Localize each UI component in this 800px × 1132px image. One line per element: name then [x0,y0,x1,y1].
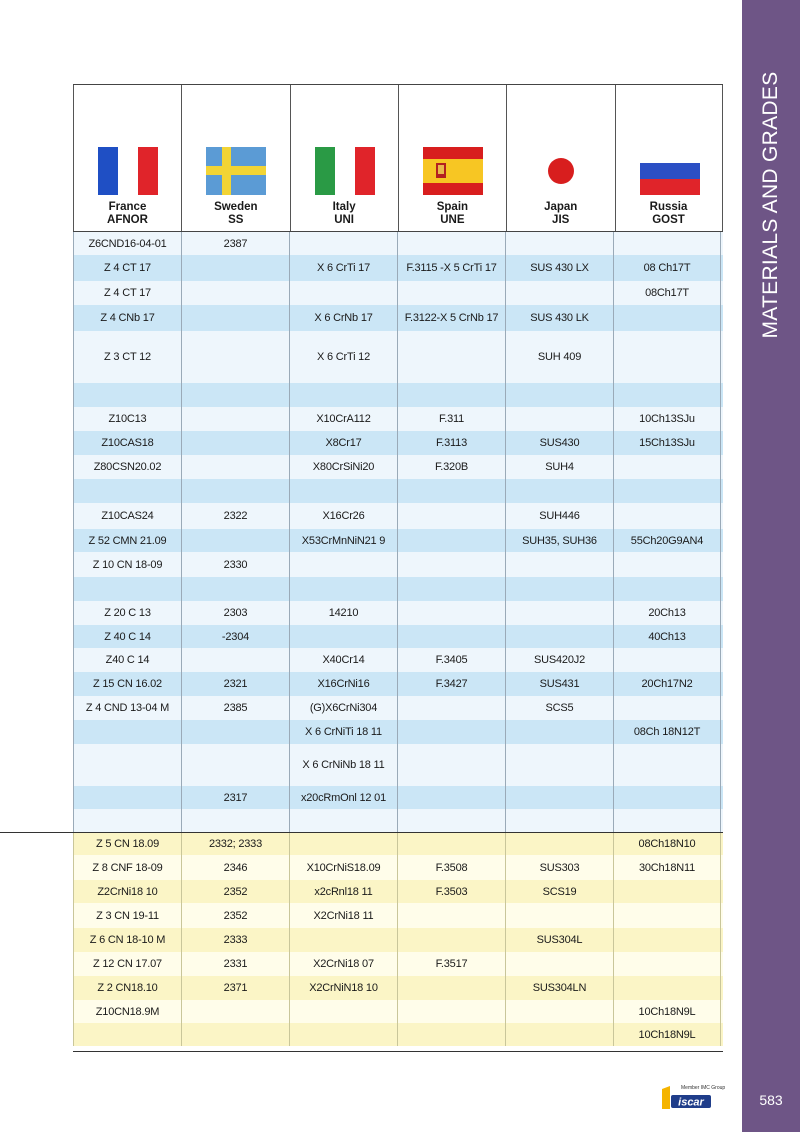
cell-uni [289,232,397,255]
cell-ss: 2332; 2333 [181,832,289,855]
cell-afnor: Z 4 CT 17 [73,281,181,305]
cell-une [397,281,505,305]
table-row [73,648,723,672]
cell-gost [613,305,721,331]
cell-jis [505,383,613,407]
cell-jis [505,601,613,625]
cell-uni: X2CrNi18 07 [289,952,397,976]
cell-une [397,696,505,720]
cell-ss: 2317 [181,786,289,809]
cell-une [397,1000,505,1023]
cell-ss [181,383,289,407]
cell-une [397,577,505,601]
cell-ss: 2331 [181,952,289,976]
table-row [73,577,723,601]
cell-ss: 2387 [181,232,289,255]
flag-japan-icon [531,147,591,195]
cell-gost: 20Ch17N2 [613,672,721,696]
table-row [73,832,723,855]
logo-tagline: Member IMC Group [681,1085,726,1091]
cell-jis [505,1000,613,1023]
standard-name: AFNOR [107,214,148,226]
cell-gost [613,786,721,809]
cell-une [397,383,505,407]
cell-jis: SCS19 [505,880,613,903]
cell-gost: 08 Ch17T [613,255,721,281]
table-row [73,625,723,648]
header-col-spain [398,85,506,231]
cell-jis: SUS 430 LK [505,305,613,331]
cell-gost [613,648,721,672]
cell-gost [613,696,721,720]
cell-jis: SUS430 [505,431,613,455]
cell-afnor: Z 4 CNb 17 [73,305,181,331]
country-name: Sweden [214,201,258,213]
cell-afnor: Z 3 CT 12 [73,331,181,383]
cell-jis [505,952,613,976]
country-name: Spain [436,201,469,213]
cell-gost [613,928,721,952]
cell-jis: SUH4 [505,455,613,479]
cell-afnor: Z10CN18.9M [73,1000,181,1023]
cell-uni: X 6 CrTi 17 [289,255,397,281]
country-name: Japan [544,201,578,213]
cell-une [397,1023,505,1046]
cell-une: F.3122-X 5 CrNb 17 [397,305,505,331]
cell-afnor: Z10CAS24 [73,503,181,529]
cell-gost [613,952,721,976]
cell-gost [613,503,721,529]
cell-afnor: Z 10 CN 18-09 [73,552,181,577]
country-name: Russia [649,201,688,213]
table-row [73,331,723,383]
cell-jis: SUH 409 [505,331,613,383]
cell-afnor [73,1023,181,1046]
table-row [73,305,723,331]
flag-russia-icon [640,147,700,195]
cell-jis: SUS304LN [505,976,613,1000]
cell-jis [505,232,613,255]
cell-ss: 2371 [181,976,289,1000]
cell-uni [289,577,397,601]
cell-une [397,479,505,503]
cell-uni: X8Cr17 [289,431,397,455]
cell-une: F.3427 [397,672,505,696]
cell-une [397,232,505,255]
table-row [73,479,723,503]
cell-uni: X2CrNiN18 10 [289,976,397,1000]
section-divider [0,832,723,833]
cell-une: F.3115 -X 5 CrTi 17 [397,255,505,281]
cell-ss [181,455,289,479]
table-row [73,552,723,577]
cell-afnor [73,383,181,407]
cell-gost [613,232,721,255]
cell-une [397,601,505,625]
cell-jis: SUS 430 LX [505,255,613,281]
cell-jis [505,809,613,832]
cell-uni [289,281,397,305]
cell-afnor: Z10CAS18 [73,431,181,455]
cell-uni: X10CrA112 [289,407,397,431]
cell-afnor: Z 5 CN 18.09 [73,832,181,855]
cell-une [397,903,505,928]
cell-uni: X10CrNiS18.09 [289,855,397,880]
country-name: Italy [332,201,356,213]
cell-jis [505,625,613,648]
table-row [73,880,723,903]
cell-une [397,625,505,648]
table-row [73,255,723,281]
cell-jis [505,1023,613,1046]
cell-gost [613,552,721,577]
standard-name: GOST [652,214,685,226]
cell-afnor [73,786,181,809]
cell-une [397,529,505,552]
cell-afnor: Z 52 CMN 21.09 [73,529,181,552]
cell-afnor: Z 6 CN 18-10 M [73,928,181,952]
cell-uni [289,479,397,503]
table-row [73,431,723,455]
cell-afnor: Z6CND16-04-01 [73,232,181,255]
cell-afnor: Z 12 CN 17.07 [73,952,181,976]
cell-afnor: Z2CrNi18 10 [73,880,181,903]
cell-afnor: Z40 C 14 [73,648,181,672]
cell-jis: SUH446 [505,503,613,529]
cell-ss: 2346 [181,855,289,880]
cell-gost: 40Ch13 [613,625,721,648]
cell-afnor [73,744,181,786]
table-header [73,84,723,232]
cell-ss: 2330 [181,552,289,577]
logo-wordmark: iscar [678,1096,704,1109]
cell-jis: SUS304L [505,928,613,952]
header-label [399,201,506,227]
table-row [73,1000,723,1023]
cell-jis: SUS431 [505,672,613,696]
cell-ss [181,281,289,305]
standard-name: UNI [334,214,354,226]
table-row [73,744,723,786]
header-col-russia [615,85,723,231]
cell-uni: X 6 CrNiNb 18 11 [289,744,397,786]
cell-jis [505,552,613,577]
cell-ss [181,744,289,786]
cell-uni [289,1023,397,1046]
cell-ss [181,331,289,383]
cell-uni: X2CrNi18 11 [289,903,397,928]
cell-gost: 08Ch17T [613,281,721,305]
table-row [73,601,723,625]
table-row [73,455,723,479]
header-label [182,201,289,227]
cell-ss [181,305,289,331]
cell-jis [505,786,613,809]
cell-uni: 14210 [289,601,397,625]
cell-afnor [73,720,181,744]
table-row [73,809,723,832]
cell-gost: 10Ch13SJu [613,407,721,431]
cell-afnor: Z 3 CN 19-11 [73,903,181,928]
cell-afnor: Z 40 C 14 [73,625,181,648]
table-row [73,529,723,552]
cell-uni [289,832,397,855]
cell-jis [505,281,613,305]
table-row [73,855,723,880]
cell-afnor: Z 20 C 13 [73,601,181,625]
cell-une [397,928,505,952]
cell-afnor: Z80CSN20.02 [73,455,181,479]
cell-gost [613,455,721,479]
cell-gost [613,976,721,1000]
cell-jis [505,720,613,744]
cell-jis: SCS5 [505,696,613,720]
cell-afnor: Z 8 CNF 18-09 [73,855,181,880]
cell-une: F.3508 [397,855,505,880]
cell-une: F.3517 [397,952,505,976]
cell-jis [505,744,613,786]
table-row [73,696,723,720]
flag-italy-icon [315,147,375,195]
table-row [73,952,723,976]
cell-une [397,720,505,744]
cell-jis [505,407,613,431]
cell-ss: 2303 [181,601,289,625]
cell-ss [181,431,289,455]
cell-gost [613,577,721,601]
cell-jis [505,479,613,503]
table-row [73,232,723,255]
cell-gost: 10Ch18N9L [613,1023,721,1046]
cell-ss [181,479,289,503]
header-label [616,201,722,227]
cell-afnor: Z 4 CT 17 [73,255,181,281]
table-bottom-rule [73,1051,723,1052]
cell-gost [613,903,721,928]
cell-uni [289,625,397,648]
cell-afnor: Z 15 CN 16.02 [73,672,181,696]
cell-uni: X80CrSiNi20 [289,455,397,479]
table-row [73,976,723,1000]
table-row [73,903,723,928]
header-label [74,201,181,227]
table-row [73,672,723,696]
cell-gost [613,744,721,786]
cell-jis: SUS303 [505,855,613,880]
cell-jis [505,903,613,928]
table-row [73,407,723,431]
cell-gost [613,479,721,503]
standard-name: JIS [552,214,570,226]
cell-une [397,976,505,1000]
cell-jis [505,577,613,601]
cell-uni: X16Cr26 [289,503,397,529]
cell-ss [181,577,289,601]
header-col-sweden [181,85,289,231]
cell-ss [181,809,289,832]
flag-sweden-icon [206,147,266,195]
cell-uni: x2cRnl18 11 [289,880,397,903]
cell-uni [289,809,397,832]
cell-uni: x20cRmOnl 12 01 [289,786,397,809]
grades-table [73,84,723,1046]
cell-gost: 15Ch13SJu [613,431,721,455]
page-number: 583 [759,1092,783,1108]
table-row [73,503,723,529]
table-body [73,232,723,1046]
cell-ss [181,648,289,672]
cell-afnor: Z10C13 [73,407,181,431]
cell-ss [181,255,289,281]
cell-une [397,552,505,577]
cell-afnor: Z 4 CND 13-04 M [73,696,181,720]
cell-uni [289,928,397,952]
table-row [73,1023,723,1046]
cell-uni: X 6 CrNiTi 18 11 [289,720,397,744]
cell-gost [613,331,721,383]
cell-une [397,832,505,855]
header-col-italy [290,85,398,231]
standard-name: SS [228,214,244,226]
cell-uni: X 6 CrTi 12 [289,331,397,383]
section-title-text: MATERIALS AND GRADES [759,71,782,339]
cell-jis: SUS420J2 [505,648,613,672]
header-col-france [73,85,181,231]
cell-ss [181,1000,289,1023]
cell-une: F.320B [397,455,505,479]
cell-afnor [73,577,181,601]
cell-ss: 2321 [181,672,289,696]
cell-afnor [73,479,181,503]
cell-ss [181,1023,289,1046]
cell-uni [289,1000,397,1023]
cell-ss: 2322 [181,503,289,529]
flag-spain-icon [423,147,483,195]
cell-ss [181,529,289,552]
header-label [507,201,614,227]
table-row [73,786,723,809]
cell-une [397,809,505,832]
cell-gost [613,880,721,903]
cell-gost: 08Ch18N10 [613,832,721,855]
cell-afnor [73,809,181,832]
table-row [73,720,723,744]
cell-uni: X 6 CrNb 17 [289,305,397,331]
standard-name: UNE [440,214,465,226]
cell-uni: (G)X6CrNi304 [289,696,397,720]
cell-gost: 30Ch18N11 [613,855,721,880]
section-title [742,0,800,370]
cell-uni [289,552,397,577]
cell-une: F.3113 [397,431,505,455]
cell-une [397,744,505,786]
cell-une [397,503,505,529]
cell-une: F.3405 [397,648,505,672]
cell-gost: 20Ch13 [613,601,721,625]
country-name: France [108,201,147,213]
header-col-japan [506,85,614,231]
cell-ss: -2304 [181,625,289,648]
cell-afnor: Z 2 CN18.10 [73,976,181,1000]
cell-jis: SUH35, SUH36 [505,529,613,552]
cell-ss: 2333 [181,928,289,952]
cell-une [397,786,505,809]
cell-uni: X53CrMnNiN21 9 [289,529,397,552]
cell-ss: 2352 [181,880,289,903]
cell-ss: 2352 [181,903,289,928]
cell-uni [289,383,397,407]
cell-gost [613,809,721,832]
cell-ss [181,720,289,744]
cell-jis [505,832,613,855]
iscar-logo [658,1083,714,1113]
cell-une [397,331,505,383]
table-row [73,383,723,407]
cell-uni: X16CrNi16 [289,672,397,696]
table-row [73,281,723,305]
cell-gost: 55Ch20G9AN4 [613,529,721,552]
cell-ss [181,407,289,431]
cell-gost: 08Ch 18N12T [613,720,721,744]
cell-une: F.311 [397,407,505,431]
cell-une: F.3503 [397,880,505,903]
cell-uni: X40Cr14 [289,648,397,672]
cell-gost: 10Ch18N9L [613,1000,721,1023]
header-label [291,201,398,227]
cell-ss: 2385 [181,696,289,720]
table-row [73,928,723,952]
flag-france-icon [98,147,158,195]
cell-gost [613,383,721,407]
